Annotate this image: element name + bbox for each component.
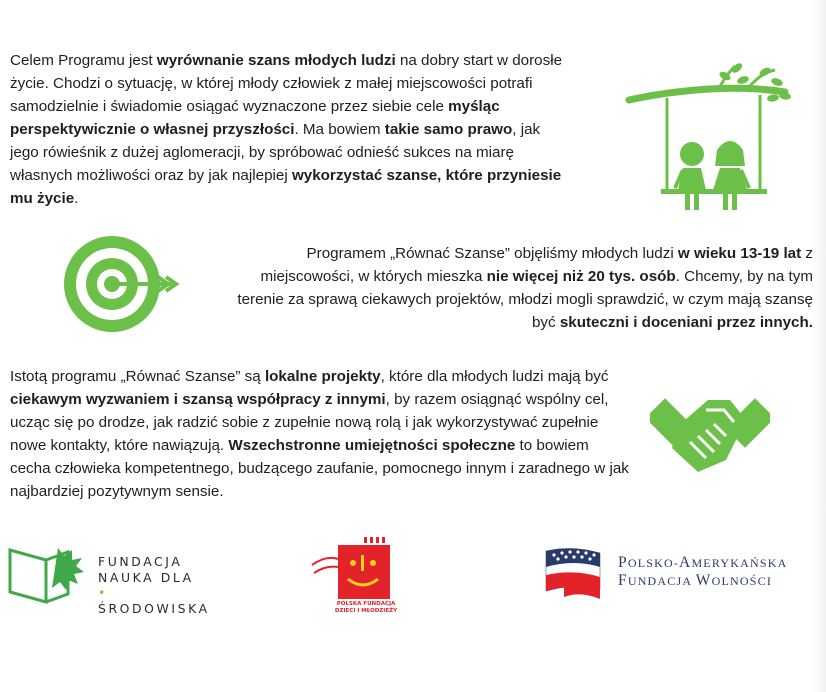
logo-pafw-text: OLSKO-	[627, 556, 680, 570]
paragraph-local-projects	[10, 365, 630, 503]
body-text: , jak jego rówieśnik z dużej aglomeracji, by spróbować odnieść sukces na miarę własnych możliwości oraz by jak najlepiej	[10, 121, 541, 184]
emphasis-text: nie więcej niż 20 tys. osób	[486, 268, 676, 285]
logo-pafw-cap: W	[695, 572, 712, 589]
paragraph-intro	[10, 49, 570, 210]
logo-pafw-text: UNDACJA	[627, 574, 696, 588]
body-text: . Ma bowiem	[294, 121, 385, 138]
logo-pafw-cap: F	[618, 572, 628, 589]
logo-pfdim-line-2: DZIECI I MŁODZIEŻY	[334, 607, 398, 614]
body-text: . Chcemy, by na tym terenie za sprawą ciekawych projektów, młodzi mogli sprawdzić, w czym mają szansę być	[237, 268, 813, 331]
logo-dot: •	[98, 585, 108, 600]
logo-line-3: ŚRODOWISKA	[98, 600, 210, 616]
logo-pfdim-line-1: POLSKA FUNDACJA	[336, 601, 396, 607]
logo-pafw-text: OLNOŚCI	[711, 574, 773, 588]
emphasis-text: wyrównanie szans młodych ludzi	[156, 52, 396, 69]
logo-polska-fundacja-dzieci-i-mlodziezy	[308, 535, 403, 613]
logo-line-1: FUNDACJA	[98, 554, 183, 569]
emphasis-text: Wszechstronne umiejętności społeczne	[228, 437, 516, 454]
emphasis-text: lokalne projekty	[264, 368, 381, 385]
logo-line-2-text: NAUKA DLA	[98, 569, 194, 585]
body-text: .	[74, 190, 79, 207]
body-text: Programem „Równać Szanse” objęliśmy młodych ludzi	[306, 245, 678, 262]
book-leaf-icon	[6, 542, 90, 608]
body-text: z miejscowości, w których mieszka	[260, 245, 813, 285]
handshake-icon	[650, 380, 770, 490]
body-text: Celem Programu jest	[10, 52, 157, 69]
emphasis-text: w wieku 13-19 lat	[677, 245, 802, 262]
body-text: , które dla młodych ludzi mają być	[380, 368, 609, 385]
paragraph-target-group	[230, 242, 813, 334]
logo-pafw-text: MERYKAŃSKA	[691, 556, 788, 570]
body-text: na dobry start w dorosłe życie. Chodzi o sytuację, w której młody człowiek z małej miejscowości potrafi samodzielnie i świadomie osiągać wyznaczone przez siebie cele	[10, 52, 563, 115]
logo-pafw-cap: A	[679, 554, 692, 571]
body-text: to bowiem cecha człowieka kompetentnego, budzącego zaufanie, pomocnego innym i zaradnego w jak najbardziej pozytywnym sensie.	[10, 437, 629, 500]
emphasis-text: myśląc perspektywicznie o własnej przyszłości	[10, 98, 500, 138]
emphasis-text: wykorzystać szanse, które przyniesie mu życie	[10, 167, 562, 207]
emphasis-text: takie samo prawo	[384, 121, 513, 138]
logo-pafw-line-1	[618, 554, 787, 572]
logo-line-2	[98, 570, 210, 601]
flag-shield-icon	[544, 545, 604, 601]
emphasis-text: skuteczni i doceniani przez innych.	[559, 314, 813, 331]
logo-pafw-cap: P	[618, 554, 628, 571]
logo-fundacja-nauka-dla-srodowiska	[6, 542, 210, 616]
page-edge-shadow	[812, 0, 826, 692]
children-on-swing-icon	[625, 62, 800, 217]
body-text: , by razem osiągnąć wspólny cel, ucząc się po drodze, jak radzić sobie z zupełnie nową rolą i jak wykorzystywać zupełnie nowe kontakty, które nawiązują.	[10, 391, 609, 454]
target-arrow-icon	[60, 233, 180, 335]
body-text: Istotą programu „Równać Szanse” są	[10, 368, 265, 385]
emphasis-text: ciekawym wyzwaniem i szansą współpracy z innymi	[10, 391, 386, 408]
logo-pafw-line-2	[618, 572, 787, 590]
smiley-square-icon	[308, 535, 403, 601]
logo-polsko-amerykanska-fundacja-wolnosci	[544, 545, 814, 601]
